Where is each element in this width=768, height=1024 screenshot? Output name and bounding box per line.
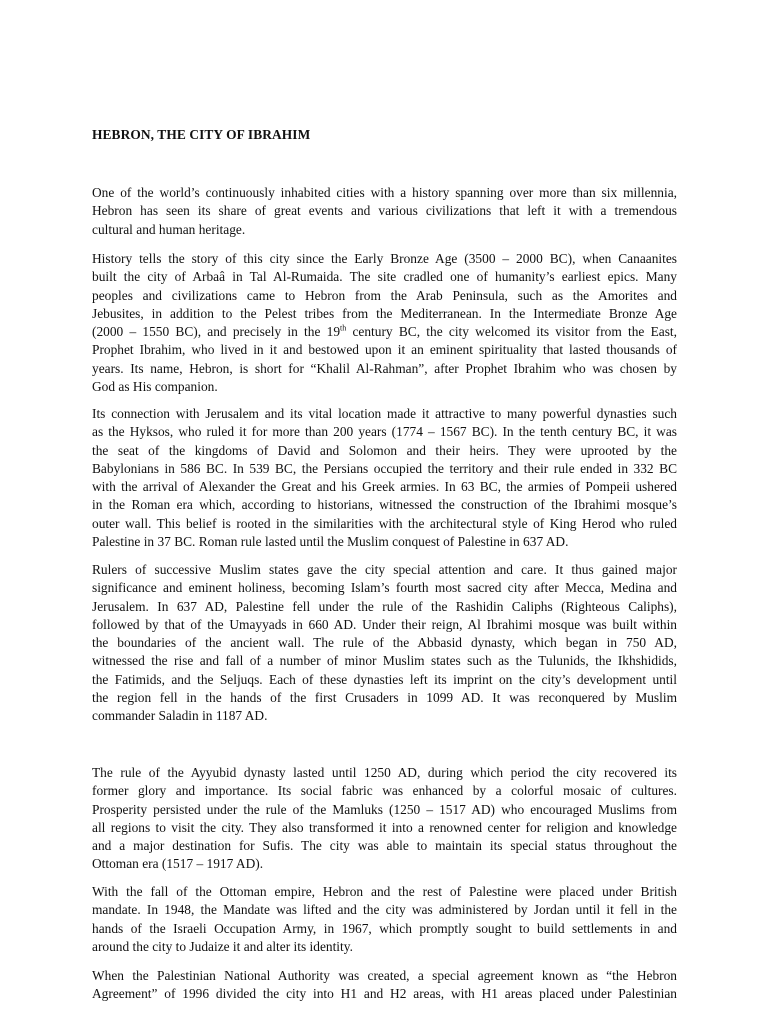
text-line: When the Palestinian National Authority was created, a special agreement known as “the Hebron [92,968,677,983]
paragraph-muslim-states [92,561,677,725]
text-line: Prophet Ibrahim, who lived in it and bestowed upon it an eminent spirituality that lasted thousands of [92,342,677,358]
text-line: the region fell in the hands of the first Crusaders in 1099 AD. It was reconquered by Muslim [92,689,677,705]
superscript: th [340,323,347,333]
text-line: peoples and civilizations came to Hebron from the Arab Peninsula, such as the Amorites and [92,287,677,303]
text-line: around the city to Judaize it and alter its identity. [92,938,353,954]
paragraph-ayyubid [92,764,677,874]
text-line: built the city of Arbaâ in Tal Al-Rumaida. The site cradled one of humanity’s earliest epics. Many [92,269,677,285]
text-line: significance and eminent holiness, becoming Islam’s fourth most sacred city after Mecca, Medina and [92,580,677,596]
text-line: in the Roman era which, according to historians, witnessed the construction of the Ibrahimi mosque’s [92,497,677,513]
text-line: Jerusalem. In 637 AD, Palestine fell under the rule of the Rashidin Caliphs (Righteous Caliphs), [92,598,677,614]
text-line: Hebron has seen its share of great events and various civilizations that left it with a tremendous [92,203,677,219]
text-line: History tells the story of this city since the Early Bronze Age (3500 – 2000 BC), when Canaanites [92,251,677,266]
text-line: years. Its name, Hebron, is short for “Khalil Al-Rahman”, after Prophet Ibrahim who was chosen by [92,360,677,376]
text-line: cultural and human heritage. [92,221,246,237]
text-line: and a major destination for Sufis. The city was able to maintain its special status throughout the [92,838,677,853]
paragraph-dynasties [92,405,677,551]
text-line: Ottoman era (1517 – 1917 AD). [92,856,264,872]
text-line: followed by that of the Umayyads in 660 AD. Under their reign, Al Ibrahimi mosque was built within [92,616,677,632]
text-line: Agreement” of 1996 divided the city into H1 and H2 areas, with H1 areas placed under Palestinian [92,986,677,1002]
text-line-with-superscript [92,323,677,341]
text-line: commander Saladin in 1187 AD. [92,708,268,723]
text-line: Palestine in 37 BC. Roman rule lasted until the Muslim conquest of Palestine in 637 AD. [92,533,569,549]
text-line: Its connection with Jerusalem and its vital location made it attractive to many powerful dynasties such [92,406,677,421]
document-title: HEBRON, THE CITY OF IBRAHIM [92,127,311,142]
text-line: witnessed the rise and fall of a number of minor Muslim states such as the Tulunids, the Ikhshidids, [92,653,677,669]
text-line: as the Hyksos, who ruled it for more than 200 years (1774 – 1567 BC). In the tenth century BC, it was [92,424,677,440]
text-line: former glory and importance. Its social fabric was enhanced by a colorful mosaic of cultures. [92,783,677,799]
paragraph-history [92,250,677,396]
text-line: the seat of the kingdoms of David and Solomon and their heirs. They were uprooted by the [92,442,677,458]
text-line: Prosperity persisted under the rule of the Mamluks (1250 – 1517 AD) who encouraged Muslims from [92,801,677,817]
paragraph-ottoman-fall [92,883,677,956]
paragraph-intro [92,184,677,239]
text-line: Rulers of successive Muslim states gave the city special attention and care. It thus gained major [92,562,677,577]
text-line: with the arrival of Alexander the Great and his Greek armies. In 63 BC, the armies of Pompeii ushered [92,479,677,494]
text-line: Babylonians in 586 BC. In 539 BC, the Persians occupied the territory and their rule ended in 332 BC [92,460,677,476]
text-line: Jebusites, in addition to the Pelest tribes from the Mediterranean. In the Intermediate Bronze Age [92,305,677,321]
text-fragment: century BC, the city welcomed its visitor from the East, [346,324,677,339]
text-fragment: (2000 – 1550 BC), and precisely in the 19 [92,324,341,339]
text-line: hands of the Israeli Occupation Army, in 1967, which promptly sought to build settlements in and [92,920,677,936]
text-line: One of the world’s continuously inhabited cities with a history spanning over more than six millennia, [92,185,677,200]
text-line: The rule of the Ayyubid dynasty lasted until 1250 AD, during which period the city recovered its [92,765,677,780]
text-line: the boundaries of the ancient wall. The rule of the Abbasid dynasty, which began in 750 AD, [92,635,677,650]
text-line: mandate. In 1948, the Mandate was lifted and the city was administered by Jordan until it fell in the [92,902,677,918]
text-line: outer wall. This belief is rooted in the similarities with the architectural style of King Herod who ruled [92,515,677,531]
paragraph-pna [92,967,677,1004]
text-line: God as His companion. [92,378,218,394]
text-line: the Fatimids, and the Seljuqs. Each of these dynasties left its imprint on the city’s development until [92,671,677,687]
text-line: With the fall of the Ottoman empire, Hebron and the rest of Palestine were placed under British [92,884,677,899]
text-line: all regions to visit the city. They also transformed it into a renowned center for religion and knowledge [92,819,677,835]
